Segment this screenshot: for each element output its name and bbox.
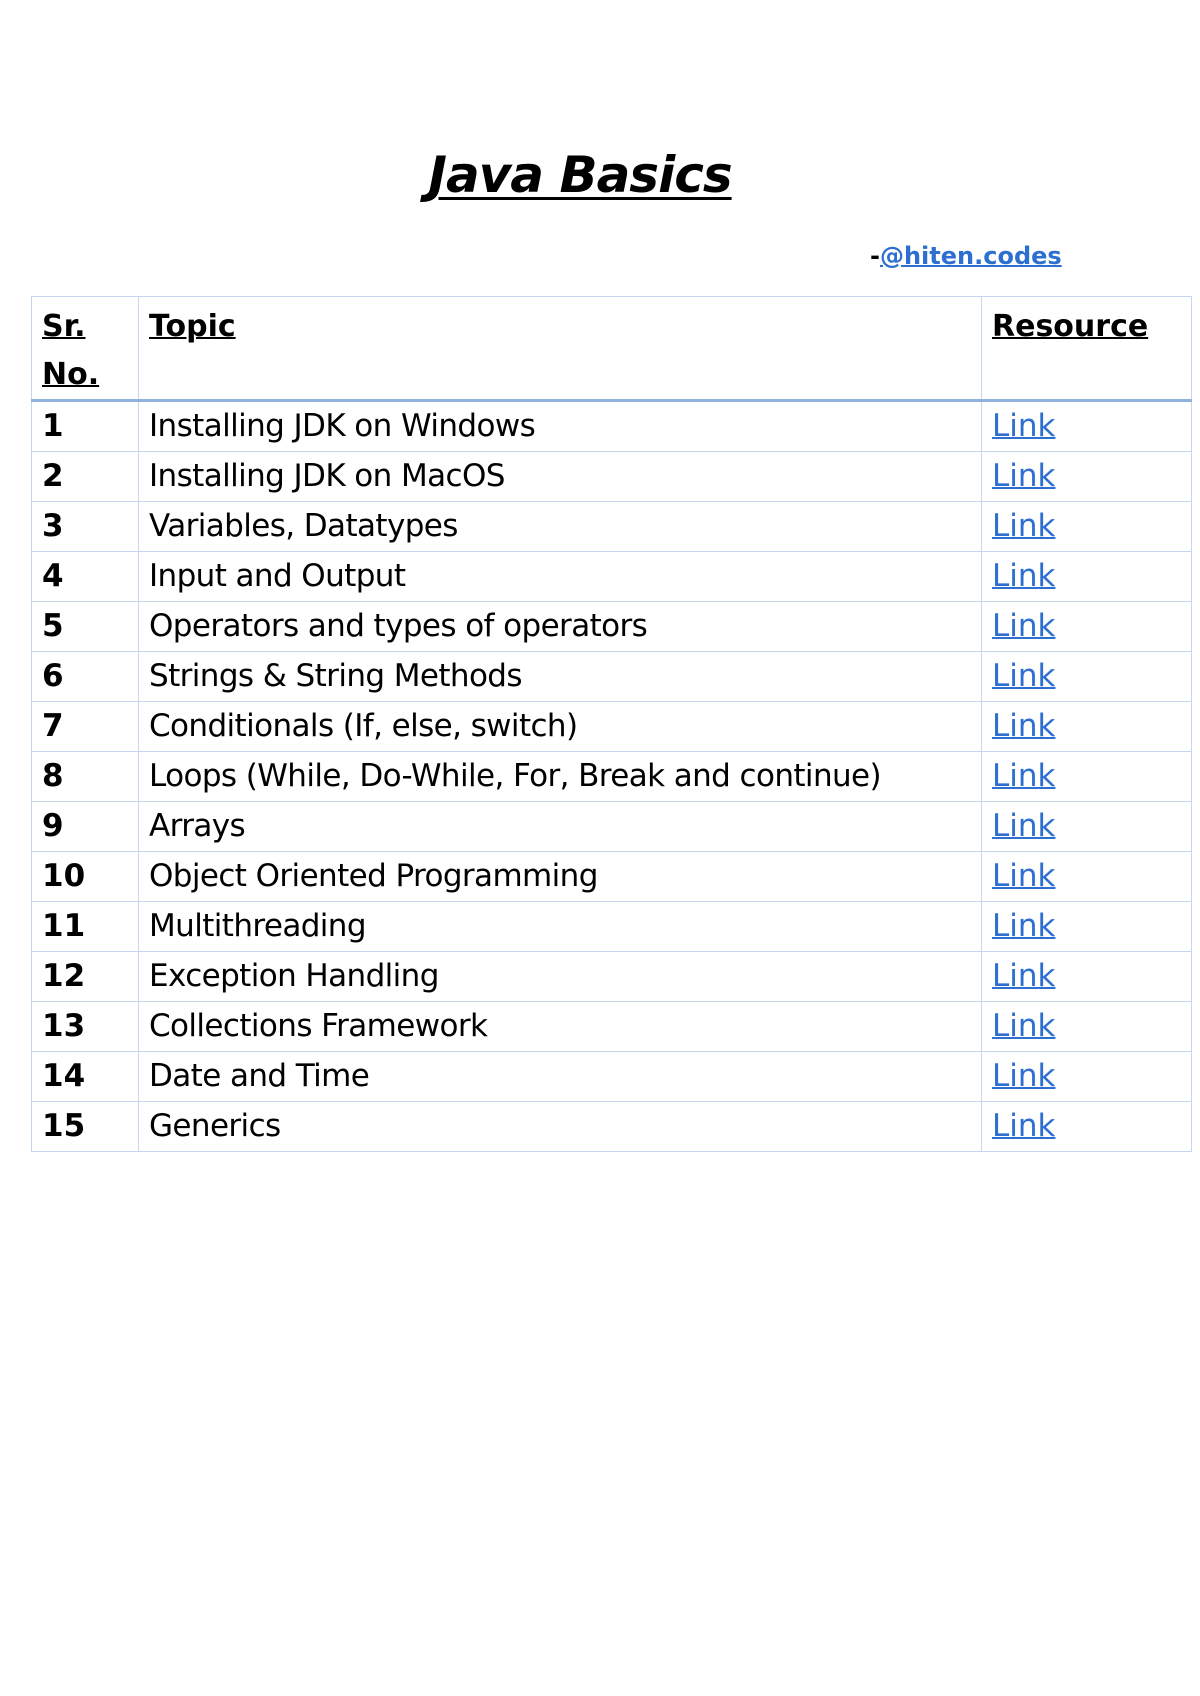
header-serial-number: Sr. No. (32, 297, 139, 401)
resource-link[interactable]: Link (992, 608, 1056, 644)
row-number: 12 (32, 952, 139, 1002)
row-topic: Arrays (139, 802, 982, 852)
row-resource (982, 1102, 1192, 1152)
row-topic: Multithreading (139, 902, 982, 952)
row-resource (982, 602, 1192, 652)
resource-link[interactable]: Link (992, 758, 1056, 794)
row-topic: Operators and types of operators (139, 602, 982, 652)
row-number: 9 (32, 802, 139, 852)
row-resource (982, 952, 1192, 1002)
table-row (32, 952, 1192, 1002)
header-topic: Topic (139, 297, 982, 401)
resource-link[interactable]: Link (992, 908, 1056, 944)
header-row (32, 297, 1192, 401)
row-number: 1 (32, 401, 139, 452)
table-row (32, 602, 1192, 652)
author-handle-link[interactable]: @hiten.codes (879, 242, 1062, 270)
row-topic: Exception Handling (139, 952, 982, 1002)
row-resource (982, 852, 1192, 902)
table-row (32, 502, 1192, 552)
table-row (32, 652, 1192, 702)
row-topic: Generics (139, 1102, 982, 1152)
row-number: 7 (32, 702, 139, 752)
table-row (32, 752, 1192, 802)
table-row (32, 902, 1192, 952)
table-header (32, 297, 1192, 401)
table-body (32, 401, 1192, 1152)
row-number: 8 (32, 752, 139, 802)
resource-link[interactable]: Link (992, 558, 1056, 594)
row-topic: Strings & String Methods (139, 652, 982, 702)
row-number: 6 (32, 652, 139, 702)
row-topic: Conditionals (If, else, switch) (139, 702, 982, 752)
row-topic: Installing JDK on Windows (139, 401, 982, 452)
resource-link[interactable]: Link (992, 408, 1056, 444)
row-resource (982, 652, 1192, 702)
row-number: 14 (32, 1052, 139, 1102)
resource-link[interactable]: Link (992, 808, 1056, 844)
row-resource (982, 452, 1192, 502)
row-topic: Installing JDK on MacOS (139, 452, 982, 502)
table-row (32, 802, 1192, 852)
row-resource (982, 752, 1192, 802)
row-topic: Input and Output (139, 552, 982, 602)
row-topic: Date and Time (139, 1052, 982, 1102)
row-resource (982, 552, 1192, 602)
resource-link[interactable]: Link (992, 458, 1056, 494)
resource-link[interactable]: Link (992, 708, 1056, 744)
row-number: 4 (32, 552, 139, 602)
row-resource (982, 502, 1192, 552)
resource-table (31, 296, 1192, 1152)
row-number: 5 (32, 602, 139, 652)
row-number: 15 (32, 1102, 139, 1152)
header-resource: Resource (982, 297, 1192, 401)
resource-link[interactable]: Link (992, 658, 1056, 694)
row-number: 13 (32, 1002, 139, 1052)
row-topic: Loops (While, Do-While, For, Break and continue) (139, 752, 982, 802)
row-number: 10 (32, 852, 139, 902)
table-row (32, 852, 1192, 902)
row-resource (982, 1002, 1192, 1052)
resource-link[interactable]: Link (992, 858, 1056, 894)
row-resource (982, 902, 1192, 952)
row-resource (982, 702, 1192, 752)
row-number: 2 (32, 452, 139, 502)
resource-link[interactable]: Link (992, 1058, 1056, 1094)
author-attribution (870, 244, 1062, 268)
resource-link[interactable]: Link (992, 958, 1056, 994)
resource-link[interactable]: Link (992, 1108, 1056, 1144)
table-row (32, 1052, 1192, 1102)
resource-link[interactable]: Link (992, 508, 1056, 544)
row-topic: Collections Framework (139, 1002, 982, 1052)
table-row (32, 552, 1192, 602)
row-resource (982, 802, 1192, 852)
page-title: Java Basics (428, 146, 732, 204)
row-number: 3 (32, 502, 139, 552)
table-row (32, 452, 1192, 502)
table-row (32, 1002, 1192, 1052)
attribution-dash: - (870, 242, 880, 270)
table-row (32, 702, 1192, 752)
table-row (32, 401, 1192, 452)
row-number: 11 (32, 902, 139, 952)
row-resource (982, 401, 1192, 452)
row-topic: Variables, Datatypes (139, 502, 982, 552)
resource-link[interactable]: Link (992, 1008, 1056, 1044)
row-topic: Object Oriented Programming (139, 852, 982, 902)
row-resource (982, 1052, 1192, 1102)
table-row (32, 1102, 1192, 1152)
